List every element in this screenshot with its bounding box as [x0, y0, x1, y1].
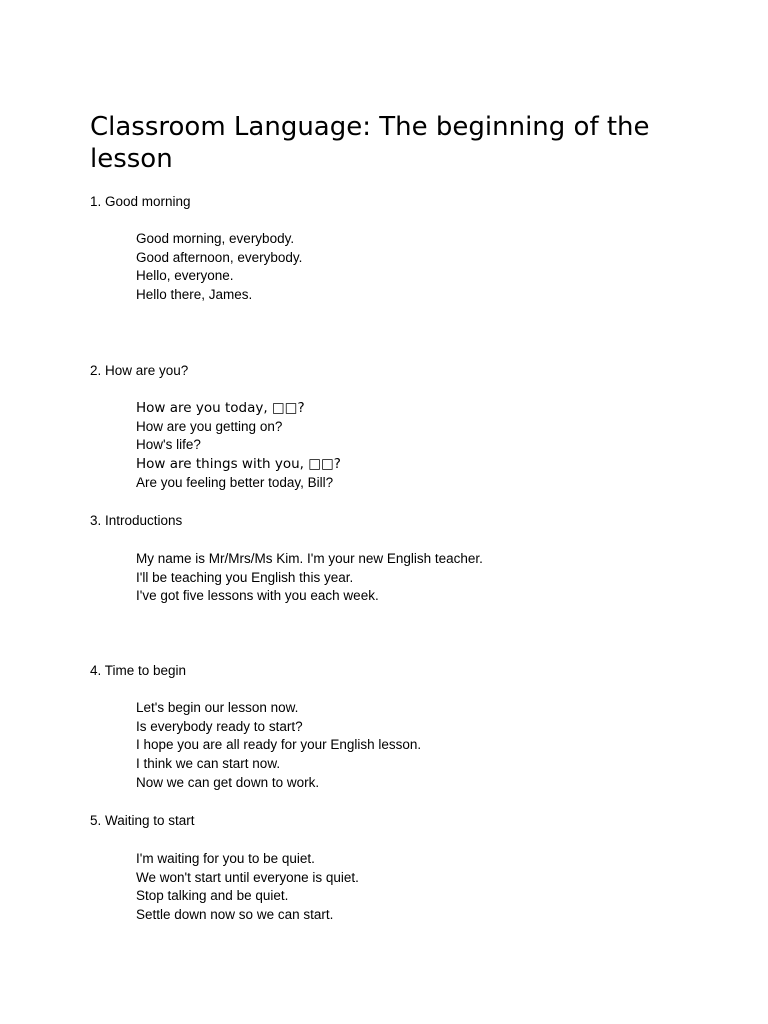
phrase-line: Now we can get down to work.: [136, 774, 320, 790]
section-lines-how-are-you: [136, 399, 341, 492]
section-lines-good-morning: [136, 230, 302, 305]
phrase-line: Settle down now so we can start.: [136, 907, 334, 923]
phrase-line: How's life?: [136, 437, 201, 453]
phrase-line: Hello, everyone.: [136, 268, 234, 284]
phrase-line: Good morning, everybody.: [136, 231, 295, 246]
phrase-line: Good afternoon, everybody.: [136, 249, 303, 265]
phrase-line: We won't start until everyone is quiet.: [136, 869, 359, 885]
section-heading-time-to-begin: 4. Time to begin: [90, 663, 187, 678]
phrase-line: Are you feeling better today, Bill?: [136, 474, 334, 490]
phrase-line: Hello there, James.: [136, 287, 253, 303]
section-heading-how-are-you: 2. How are you?: [90, 363, 189, 378]
section-heading-introductions: 3. Introductions: [90, 513, 183, 528]
phrase-line: How are you today, □□?: [136, 400, 305, 416]
phrase-line: Let's begin our lesson now.: [136, 700, 299, 715]
section-heading-good-morning: 1. Good morning: [90, 194, 191, 209]
document-title: Classroom Language: The beginning of the lesson: [90, 112, 650, 174]
phrase-line: I've got five lessons with you each week.: [136, 588, 379, 604]
phrase-line: Stop talking and be quiet.: [136, 888, 289, 904]
phrase-line: My name is Mr/Mrs/Ms Kim. I'm your new English teacher.: [136, 551, 483, 566]
phrase-line: Is everybody ready to start?: [136, 718, 303, 734]
section-lines-waiting-to-start: [136, 850, 359, 925]
phrase-line: I think we can start now.: [136, 756, 281, 772]
phrase-line: I hope you are all ready for your English lesson.: [136, 737, 422, 753]
section-lines-time-to-begin: [136, 699, 421, 792]
section-lines-introductions: [136, 550, 483, 606]
phrase-line: I'll be teaching you English this year.: [136, 569, 354, 585]
phrase-line: How are things with you, □□?: [136, 456, 341, 473]
phrase-line: I'm waiting for you to be quiet.: [136, 851, 315, 866]
section-heading-waiting-to-start: 5. Waiting to start: [90, 813, 195, 828]
phrase-line: How are you getting on?: [136, 418, 283, 434]
